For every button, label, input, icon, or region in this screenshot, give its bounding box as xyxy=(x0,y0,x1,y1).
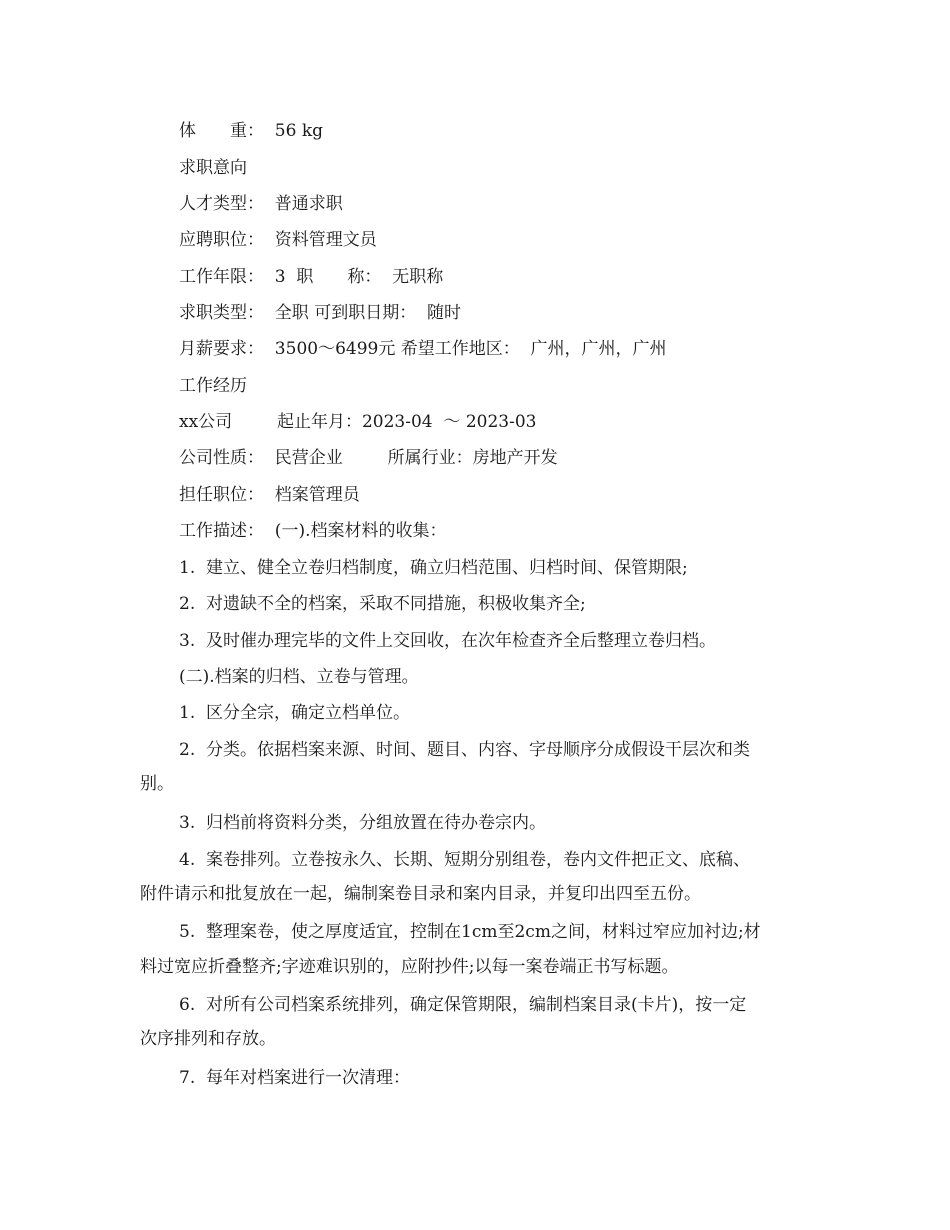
section-heading-job-intention: 求职意向 xyxy=(179,158,247,178)
salary-line: 月薪要求： 3500～6499元 希望工作地区： 广州，广州，广州 xyxy=(179,339,667,359)
list-item: 2. 对遗缺不全的档案，采取不同措施，积极收集齐全; xyxy=(179,594,586,614)
list-item: 3. 及时催办理完毕的文件上交回收，在次年检查齐全后整理立卷归档。 xyxy=(179,631,717,651)
list-item: 5. 整理案卷，使之厚度适宜，控制在1cm至2cm之间，材料过窄应加衬边;材 xyxy=(179,922,761,942)
company-line: xx公司 起止年月：2023-04 ～ 2023-03 xyxy=(179,412,537,432)
job-description-line: 工作描述： (一).档案材料的收集： xyxy=(179,521,447,541)
job-type-line: 求职类型： 全职 可到职日期： 随时 xyxy=(179,303,462,323)
weight-line: 体 重： 56 kg xyxy=(179,121,324,141)
list-item: 6. 对所有公司档案系统排列，确定保管期限，编制档案目录(卡片)，按一定 xyxy=(179,995,747,1015)
work-years-line: 工作年限： 3 职 称： 无职称 xyxy=(179,267,444,287)
subsection-heading: (二).档案的归档、立卷与管理。 xyxy=(179,667,419,687)
list-item-continuation: 料过宽应折叠整齐;字迹难识别的，应附抄件;以每一案卷端正书写标题。 xyxy=(140,957,679,977)
list-item: 7. 每年对档案进行一次清理： xyxy=(179,1068,411,1088)
position-applied-line: 应聘职位： 资料管理文员 xyxy=(179,230,377,250)
company-nature-line: 公司性质： 民营企业 所属行业：房地产开发 xyxy=(179,448,558,468)
talent-type-line: 人才类型： 普通求职 xyxy=(179,194,343,214)
list-item: 2. 分类。依据档案来源、时间、题目、内容、字母顺序分成假设干层次和类 xyxy=(179,740,751,760)
list-item: 3. 归档前将资料分类，分组放置在待办卷宗内。 xyxy=(179,813,547,833)
list-item-continuation: 别。 xyxy=(140,774,174,794)
list-item-continuation: 附件请示和批复放在一起，编制案卷目录和案内目录，并复印出四至五份。 xyxy=(140,884,701,904)
list-item: 1. 区分全宗，确定立档单位。 xyxy=(179,703,411,723)
list-item: 4. 案卷排列。立卷按永久、长期、短期分别组卷，卷内文件把正文、底稿、 xyxy=(179,850,751,870)
job-title-line: 担任职位： 档案管理员 xyxy=(179,485,360,505)
list-item-continuation: 次序排列和存放。 xyxy=(140,1029,276,1049)
section-heading-work-experience: 工作经历 xyxy=(179,376,247,396)
list-item: 1. 建立、健全立卷归档制度，确立归档范围、归档时间、保管期限; xyxy=(179,558,688,578)
